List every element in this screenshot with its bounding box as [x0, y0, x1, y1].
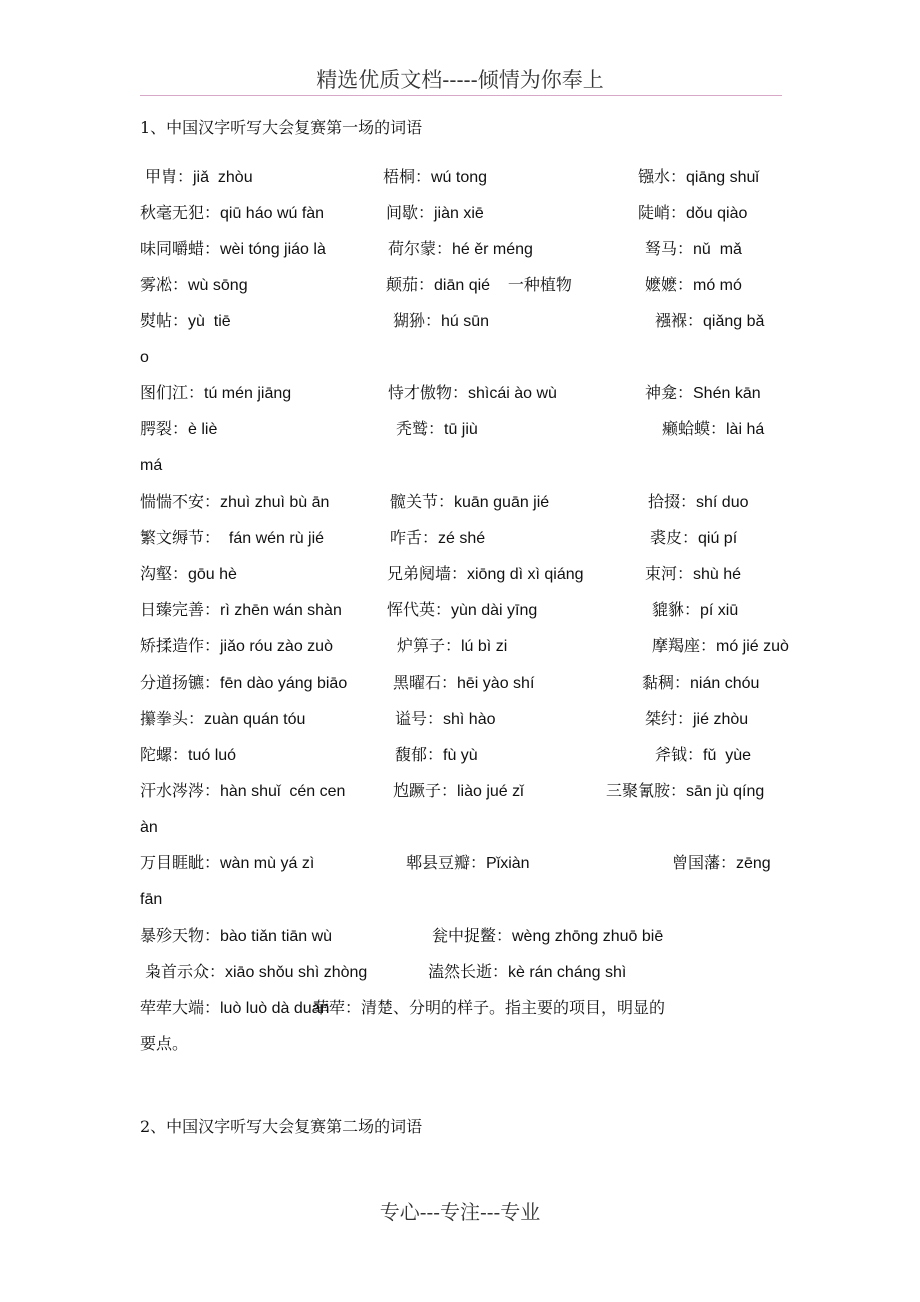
word-entry: 秃鹫：tū jiù [396, 421, 478, 438]
word-entry: 间歇：jiàn xiē [386, 205, 484, 222]
word-entry: 枭首示众：xiāo shǒu shì zhòng [145, 964, 368, 981]
word-entry: 猢狲：hú sūn [393, 313, 490, 330]
section-1-heading: 1、中国汉字听写大会复赛第一场的词语 [140, 118, 423, 137]
word-entry: 攥拳头：zuàn quán tóu [140, 711, 306, 728]
word-entry: 荷尔蒙：hé ěr méng [388, 241, 533, 258]
word-entry: 三聚氰胺：sān jù qíng [606, 783, 765, 800]
word-entry: 图们江：tú mén jiāng [140, 385, 292, 402]
header-divider [140, 95, 782, 96]
word-entry: 沟壑：gōu hè [140, 566, 237, 583]
word-entry: 桀纣：jié zhòu [645, 711, 749, 728]
word-entry: 驽马：nǔ mǎ [645, 241, 742, 258]
word-entry: 矫揉造作：jiǎo róu zào zuò [140, 638, 333, 655]
page-footer: 专心---专注---专业 [379, 1200, 541, 1224]
word-entry: 繁文缛节： fán wén rù jié [140, 530, 325, 547]
word-entry: má [140, 457, 163, 474]
word-entry: 颠茄：diān qié 一种植物 [386, 277, 572, 294]
word-entry: 陡峭：dǒu qiào [638, 205, 748, 222]
word-entry: 黏稠：nián chóu [642, 675, 760, 692]
word-entry: o [140, 349, 149, 366]
word-entry: 味同嚼蜡：wèi tóng jiáo là [140, 241, 326, 258]
word-entry: 神龛：Shén kān [645, 385, 761, 402]
word-entry: 荦荦大端：luò luò dà duān [140, 1000, 330, 1017]
word-entry: 郫县豆瓣：Pǐxiàn [406, 855, 530, 872]
section-2-heading: 2、中国汉字听写大会复赛第二场的词语 [140, 1117, 423, 1136]
word-entry: 惴惴不安：zhuì zhuì bù ān [140, 494, 330, 511]
word-entry: 熨帖：yù tiē [140, 313, 231, 330]
word-entry: 拾掇：shí duo [648, 494, 749, 511]
word-entry: 兄弟阋墙：xiōng dì xì qiáng [387, 566, 584, 583]
word-entry: 嬷嬷：mó mó [645, 277, 742, 294]
word-entry: 瓮中捉鳖：wèng zhōng zhuō biē [432, 928, 664, 945]
word-entry: 分道扬镳：fēn dào yáng biāo [140, 675, 348, 692]
word-entry: 摩羯座：mó jié zuò [652, 638, 789, 655]
word-entry: 斧钺：fǔ yùe [655, 747, 752, 764]
word-entry: 镪水：qiāng shuǐ [638, 169, 759, 186]
word-entry: 癞蛤蟆：lài há [662, 421, 765, 438]
word-entry: 甲胄：jiǎ zhòu [145, 169, 253, 186]
word-entry: 馥郁：fù yù [395, 747, 478, 764]
word-entry: 束河：shù hé [645, 566, 742, 583]
word-entry: 腭裂：è liè [140, 421, 218, 438]
word-entry: fān [140, 891, 163, 908]
word-entry: 要点。 [140, 1036, 189, 1053]
word-entry: 荦荦：清楚、分明的样子。指主要的项目，明显的 [313, 1000, 666, 1017]
word-entry: 秋毫无犯：qiū háo wú fàn [140, 205, 325, 222]
word-entry: 裘皮：qiú pí [650, 530, 738, 547]
word-entry: 咋舌：zé shé [390, 530, 486, 547]
word-entry: 万目睚眦：wàn mù yá zì [140, 855, 315, 872]
word-entry: 梧桐：wú tong [383, 169, 488, 186]
word-entry: 日臻完善：rì zhēn wán shàn [140, 602, 342, 619]
word-entry: 恃才傲物：shìcái ào wù [388, 385, 557, 402]
word-entry: 襁褓：qiǎng bǎ [655, 313, 765, 330]
page-header-title: 精选优质文档-----倾情为你奉上 [316, 68, 604, 92]
word-entry: 貔貅：pí xiū [652, 602, 739, 619]
word-entry: 髋关节：kuān guān jié [390, 494, 550, 511]
word-entry: 汗水涔涔：hàn shuǐ cén cen [140, 783, 346, 800]
word-entry: 陀螺：tuó luó [140, 747, 237, 764]
word-entry: 谥号：shì hào [395, 711, 496, 728]
word-entry: 炉箅子：lú bì zi [397, 638, 508, 655]
word-entry: 溘然长逝：kè rán cháng shì [428, 964, 627, 981]
word-entry: àn [140, 819, 158, 836]
word-entry: 曾国藩：zēng [672, 855, 771, 872]
word-entry: 雾凇：wù sōng [140, 277, 248, 294]
word-entry: 黑曜石：hēi yào shí [393, 675, 535, 692]
word-entry: 暴殄天物：bào tiǎn tiān wù [140, 928, 333, 945]
word-entry: 恽代英：yùn dài yīng [387, 602, 538, 619]
word-entry: 尥蹶子：liào jué zǐ [393, 783, 524, 800]
